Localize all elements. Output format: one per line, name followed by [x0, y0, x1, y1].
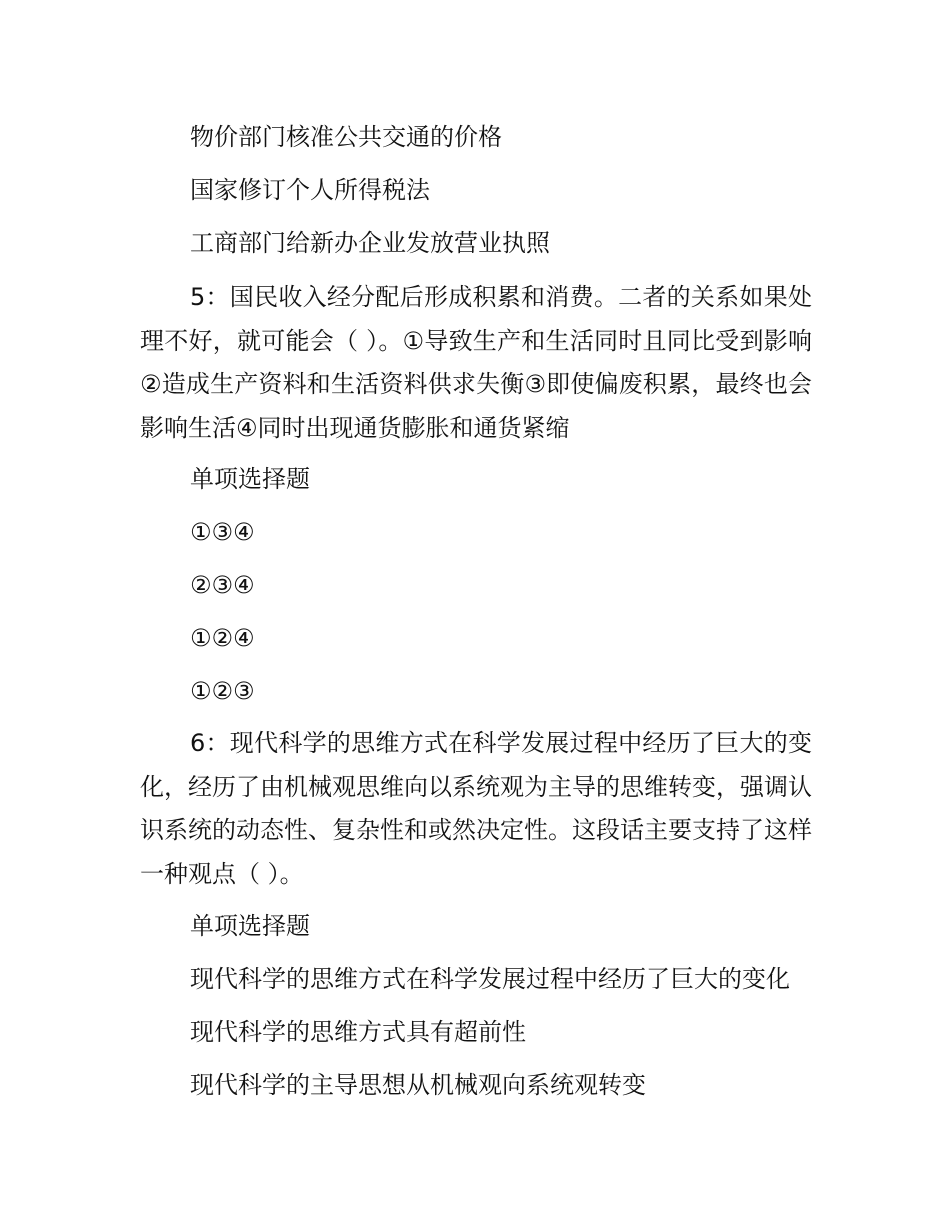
question-5-option: ①③④: [190, 518, 255, 546]
question-6-type: 单项选择题: [190, 912, 310, 940]
question-6-option: 现代科学的主导思想从机械观向系统观转变: [190, 1071, 646, 1099]
question-6-option: 现代科学的思维方式在科学发展过程中经历了巨大的变化: [190, 965, 790, 993]
question-5-option: ②③④: [190, 571, 255, 599]
question-5-option: ①②③: [190, 677, 255, 705]
question-5-text: 5：国民收入经分配后形成积累和消费。二者的关系如果处理不好，就可能会（ ）。①导致生产和生活同时且同比受到影响②造成生产资料和生活资料供求失衡③即使偏废积累，最终也会影响生活④同时出现通货膨胀和通货紧缩: [140, 283, 812, 442]
option-line: 国家修订个人所得税法: [190, 176, 430, 204]
option-line: 工商部门给新办企业发放营业执照: [190, 229, 550, 257]
question-5-option: ①②④: [190, 624, 255, 652]
question-6-option: 现代科学的思维方式具有超前性: [190, 1018, 526, 1046]
question-6-text: 6：现代科学的思维方式在科学发展过程中经历了巨大的变化，经历了由机械观思维向以系统观为主导的思维转变，强调认识系统的动态性、复杂性和或然决定性。这段话主要支持了这样一种观点（ ）。: [140, 729, 812, 888]
question-5-type: 单项选择题: [190, 465, 310, 493]
option-line: 物价部门核准公共交通的价格: [190, 123, 502, 151]
